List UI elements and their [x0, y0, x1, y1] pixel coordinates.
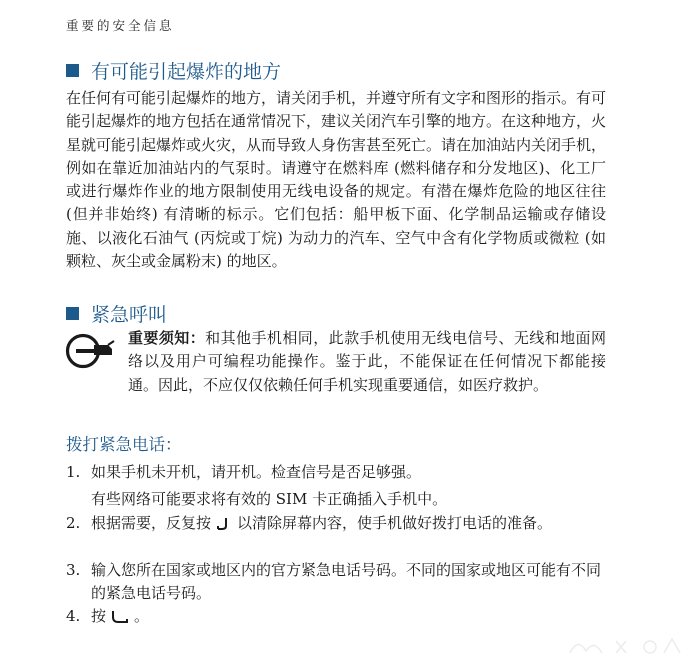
section-heading-text: 紧急呼叫 — [91, 304, 168, 326]
section-heading-explosive — [66, 57, 281, 84]
section-heading-emergency — [66, 300, 167, 327]
section-heading-text: 有可能引起爆炸的地方 — [91, 61, 282, 83]
step-number: 2. — [66, 514, 81, 532]
step-4 — [66, 605, 612, 628]
watermark-graphic — [564, 633, 684, 659]
step-text — [91, 605, 612, 628]
notice-body: 和其他手机相同，此款手机使用无线电信号、无线和地面网络以及用户可编程功能操作。鉴于此，不能保证在任何情况下都能接通。因此，不应仅仅依赖任何手机实现重要通信，如医疗救护。 — [128, 329, 606, 394]
important-notice-icon — [64, 332, 116, 370]
dialing-subheading: 拨打紧急电话： — [66, 435, 182, 454]
running-header: 重要的安全信息 — [66, 18, 175, 33]
important-notice — [128, 327, 606, 397]
step-2 — [66, 512, 612, 535]
heading-square-bullet — [66, 307, 79, 320]
step-text: 输入您所在国家或地区内的官方紧急电话号码。不同的国家或地区可能有不同的紧急电话号码。 — [91, 561, 602, 603]
notice-label: 重要须知： — [128, 329, 206, 347]
step-number: 1. — [66, 463, 81, 481]
explosive-paragraph: 在任何有可能引起爆炸的地方，请关闭手机，并遵守所有文字和图形的指示。有可能引起爆炸的地方包括在通常情况下，建议关闭汽车引擎的地方。在这种地方，火星就可能引起爆炸或火灾，从而导致人身伤害甚至死亡。请在加油站内关闭手机，例如在靠近加油站内的气泵时。请遵守在燃料库 (燃料储存和分发地区)、化工厂或进行爆炸作业的地方限制使用无线电设备的规定。有潜在爆炸危险的地区往往 (但并非始终) 有清晰的标示。它们包括：船甲板下面、化学制品运输或存储设施、以液化石油气 (丙烷或丁烷) 为动力的汽车、空气中含有化学物质或微粒 (如颗粒、灰尘或金属粉末) 的地区。 — [66, 89, 607, 271]
call-key-icon — [110, 609, 130, 624]
step-3 — [66, 559, 612, 606]
step-text-before: 按 — [91, 607, 107, 625]
step-text — [91, 512, 612, 535]
heading-square-bullet — [66, 64, 79, 77]
step-text-after: 。 — [134, 607, 150, 625]
step-text: 如果手机未开机，请开机。检查信号是否足够强。 — [91, 463, 422, 481]
step-number: 4. — [66, 607, 81, 625]
step-text-before: 根据需要，反复按 — [91, 514, 212, 532]
step-number: 3. — [66, 561, 81, 579]
step-note: 有些网络可能要求将有效的 SIM 卡正确插入手机中。 — [91, 490, 448, 509]
step-1 — [66, 461, 612, 512]
step-text-after: 以清除屏幕内容，使手机做好拨打电话的准备。 — [237, 514, 553, 532]
clear-key-icon — [215, 516, 233, 531]
